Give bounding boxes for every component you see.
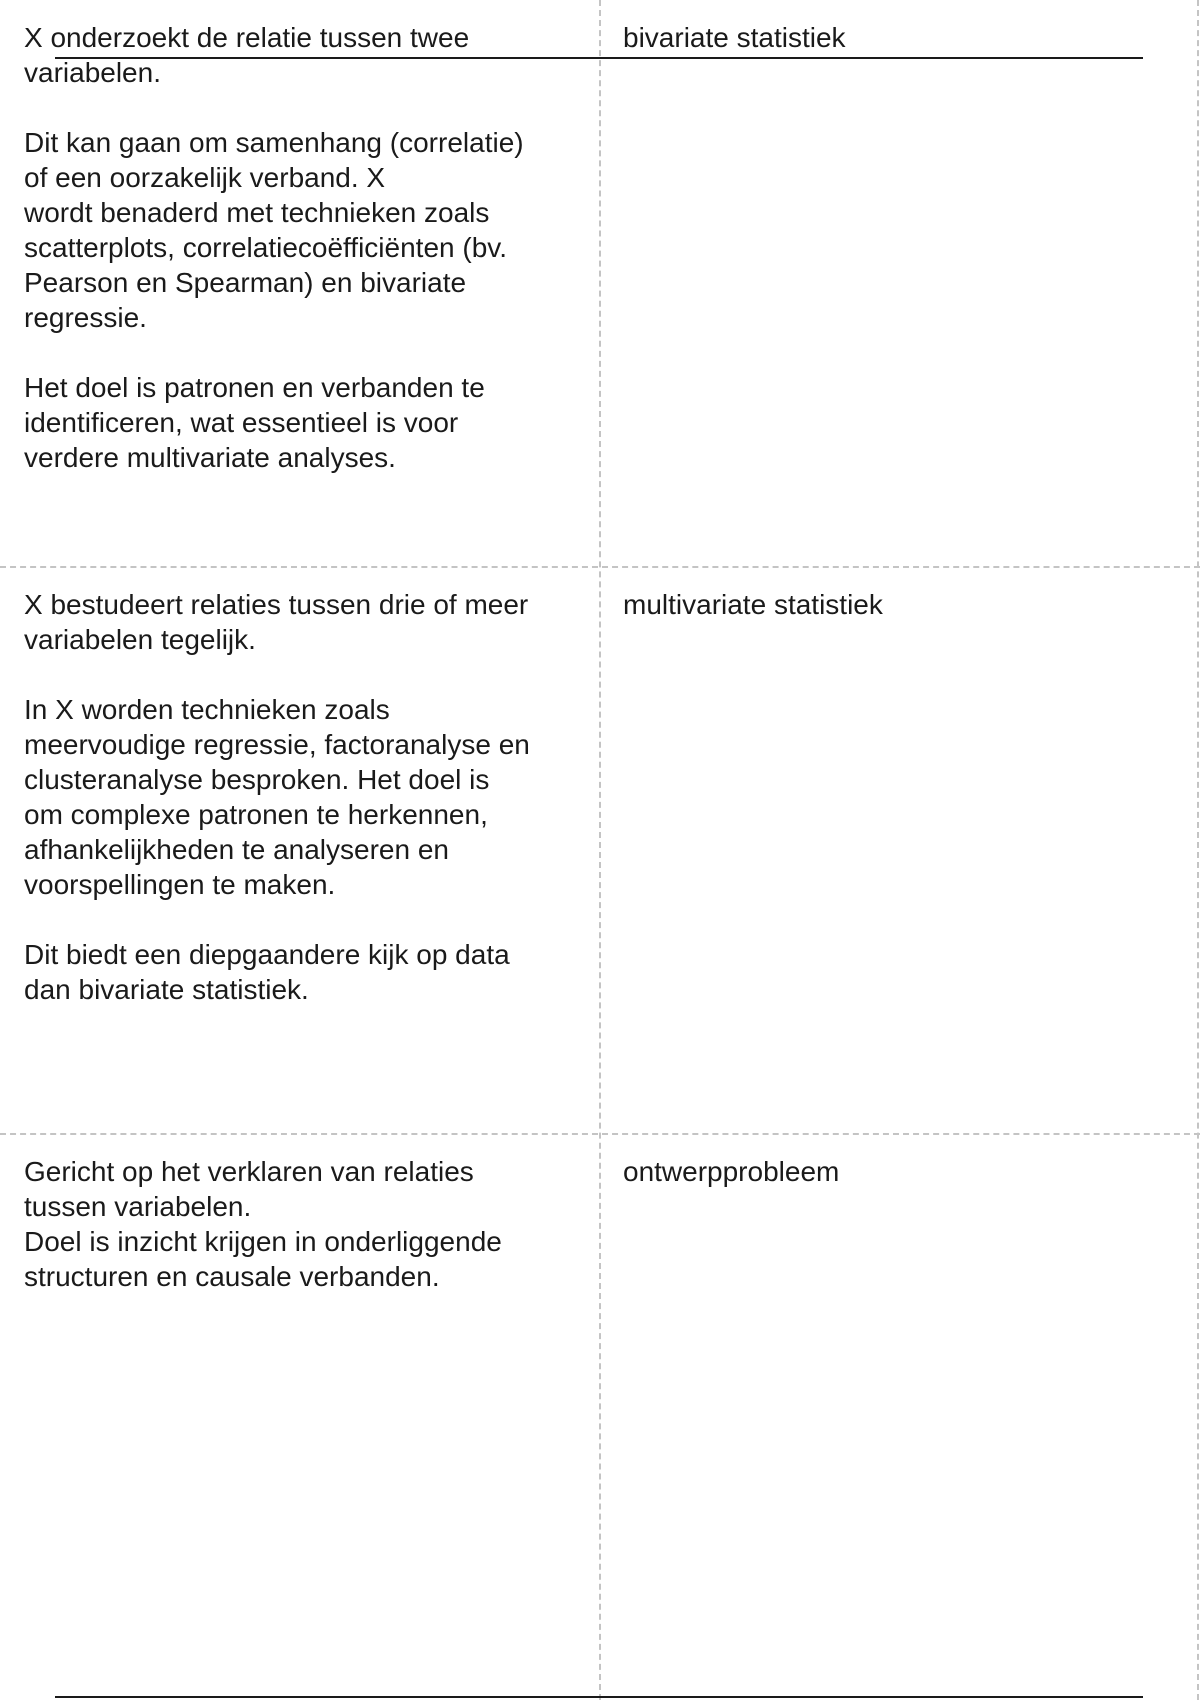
card-2-front [24,587,580,1007]
card-1-front [24,20,580,475]
card-1-front-paragraph-2: Dit kan gaan om samenhang (correlatie) of een oorzakelijk verband. X wordt benaderd met technieken zoals scatterplots, correlatiecoëfficiënten (bv. Pearson en Spearman) en bivariate regressie. [24,127,524,333]
card-2-front-paragraph-1: X bestudeert relaties tussen drie of meer variabelen tegelijk. [24,589,529,655]
card-3-term: ontwerpprobleem [623,1156,840,1187]
right-edge-divider [1197,0,1199,1700]
card-2-front-paragraph-3: Dit biedt een diepgaandere kijk op data dan bivariate statistiek. [24,939,510,1005]
column-divider [599,0,601,1700]
card-3-front-paragraph-1: Gericht op het verklaren van relaties tussen variabelen. Doel is inzicht krijgen in onderliggende structuren en causale verbanden. [24,1156,502,1292]
card-1-front-paragraph-1: X onderzoekt de relatie tussen twee variabelen. [24,22,470,88]
row-divider-1 [0,566,1200,568]
card-1-back [623,20,1179,55]
row-divider-2 [0,1133,1200,1135]
bottom-rule [55,1696,1143,1698]
card-1-term: bivariate statistiek [623,22,846,53]
card-3-back [623,1154,1179,1189]
card-1-front-paragraph-3: Het doel is patronen en verbanden te identificeren, wat essentieel is voor verdere multivariate analyses. [24,372,485,473]
card-2-back [623,587,1179,622]
card-3-front [24,1154,580,1294]
card-2-front-paragraph-2: In X worden technieken zoals meervoudige regressie, factoranalyse en clusteranalyse besproken. Het doel is om complexe patronen te herkennen, afhankelijkheden te analyseren en voorspellingen te maken. [24,694,530,900]
card-2-term: multivariate statistiek [623,589,883,620]
